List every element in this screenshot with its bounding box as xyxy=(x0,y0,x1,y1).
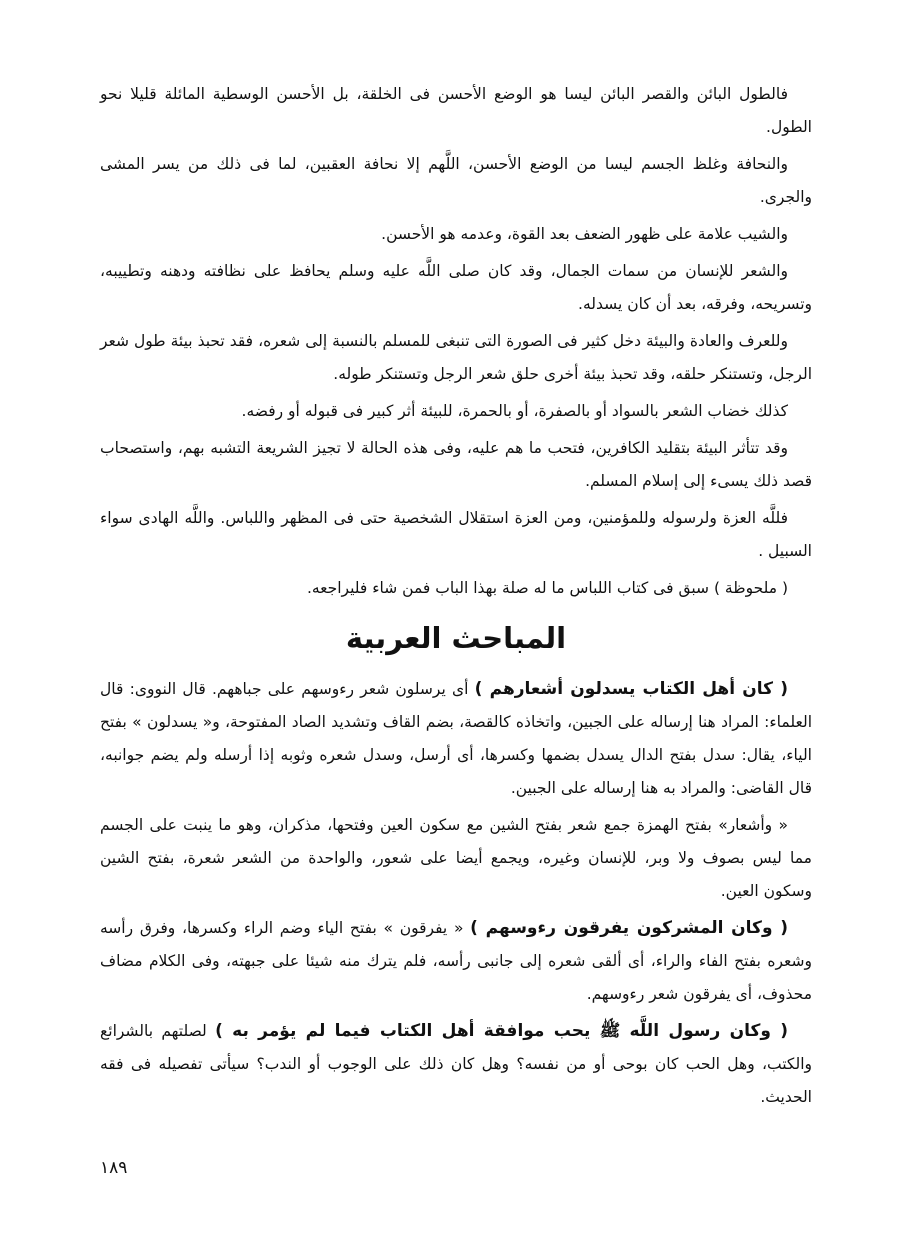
note-paragraph: ( ملحوظة ) سبق فى كتاب اللباس ما له صلة بهذا الباب فمن شاء فليراجعه. xyxy=(306,579,788,597)
paragraph: والنحافة وغلظ الجسم ليسا من الوضع الأحسن، اللَّهم إلا نحافة العقبين، لما فى ذلك من يسر المشى والجرى. xyxy=(100,155,812,206)
paragraph: فللَّه العزة ولرسوله وللمؤمنين، ومن العزة استقلال الشخصية حتى فى المظهر واللباس. واللَّه الهادى سواء السبيل . xyxy=(100,509,812,560)
paragraph: كذلك خضاب الشعر بالسواد أو بالصفرة، أو بالحمرة، للبيئة أثر كبير فى قبوله أو رفضه. xyxy=(241,402,788,420)
page-body xyxy=(100,78,812,1118)
paragraph: والشيب علامة على ظهور الضعف بعد القوة، وعدمه هو الأحسن. xyxy=(381,225,788,243)
paragraph: وقد تتأثر البيئة بتقليد الكافرين، فتحب ما هم عليه، وفى هذه الحالة لا تجيز الشريعة التشبه بهم، واستصحاب قصد ذلك يسىء إلى إسلام المسلم. xyxy=(100,439,812,490)
section-paragraph xyxy=(100,1015,812,1114)
section-paragraph xyxy=(100,673,812,805)
section-text: « يفرقون » بفتح الياء وضم الراء وكسرها، وفرق رأسه وشعره بفتح الفاء والراء، أى ألقى شعره إلى جانبى رأسه، فلم يترك منه شيئا على جبهته، وفى الكلام مضاف محذوف، أى يفرقون شعر رءوسهم. xyxy=(100,919,812,1003)
section-lead: ( كان أهل الكتاب يسدلون أشعارهم ) xyxy=(474,679,789,699)
page-number: ١٨٩ xyxy=(100,1158,128,1178)
section-text: أى يرسلون شعر رءوسهم على جباههم. قال النووى: قال العلماء: المراد هنا إرساله على الجبين، واتخاذه كالقصة، بضم القاف وتشديد الصاد المفتوحة، و« يسدلون » بفتح الياء، يقال: سدل بفتح الدال يسدل بضمها وكسرها، أى أرسل، وسدل شعره وثوبه إذا أرسله ولم يضم جوانبه، قال القاضى: والمراد به هنا إرساله على الجبين. xyxy=(100,680,812,797)
section-text: لصلتهم بالشرائع والكتب، وهل الحب كان بوحى أو من نفسه؟ وهل كان ذلك على الوجوب أو الندب؟ سيأتى تفصيله فى فقه الحديث. xyxy=(100,1022,812,1106)
section-heading: المباحث العربية xyxy=(345,621,567,655)
section-paragraph xyxy=(100,912,812,1011)
paragraph: « وأشعار» بفتح الهمزة جمع شعر بفتح الشين مع سكون العين وفتحها، مذكران، وهو ما ينبت على الجسم مما ليس بصوف ولا وبر، للإنسان وغيره، ويجمع أيضا على شعور، والواحدة من الشعر شعرة، بفتح الشين وسكون العين. xyxy=(100,816,812,900)
paragraph: وللعرف والعادة والبيئة دخل كثير فى الصورة التى تنبغى للمسلم بالنسبة إلى شعره، فقد تحبذ بيئة طول شعر الرجل، وتستنكر حلقه، وقد تحبذ بيئة أخرى حلق شعر الرجل وتستنكر طوله. xyxy=(100,332,812,383)
paragraph: فالطول البائن والقصر البائن ليسا هو الوضع الأحسن فى الخلقة، بل الأحسن الوسطية المائلة قليلا نحو الطول. xyxy=(100,85,812,136)
paragraph: والشعر للإنسان من سمات الجمال، وقد كان صلى اللَّه عليه وسلم يحافظ على نظافته ودهنه وتطييبه، وتسريحه، وفرقه، بعد أن كان يسدله. xyxy=(100,262,812,313)
section-lead: ( وكان رسول اللَّه ﷺ يحب موافقة أهل الكتاب فيما لم يؤمر به ) xyxy=(215,1021,788,1041)
section-lead: ( وكان المشركون يفرقون رءوسهم ) xyxy=(470,918,789,938)
